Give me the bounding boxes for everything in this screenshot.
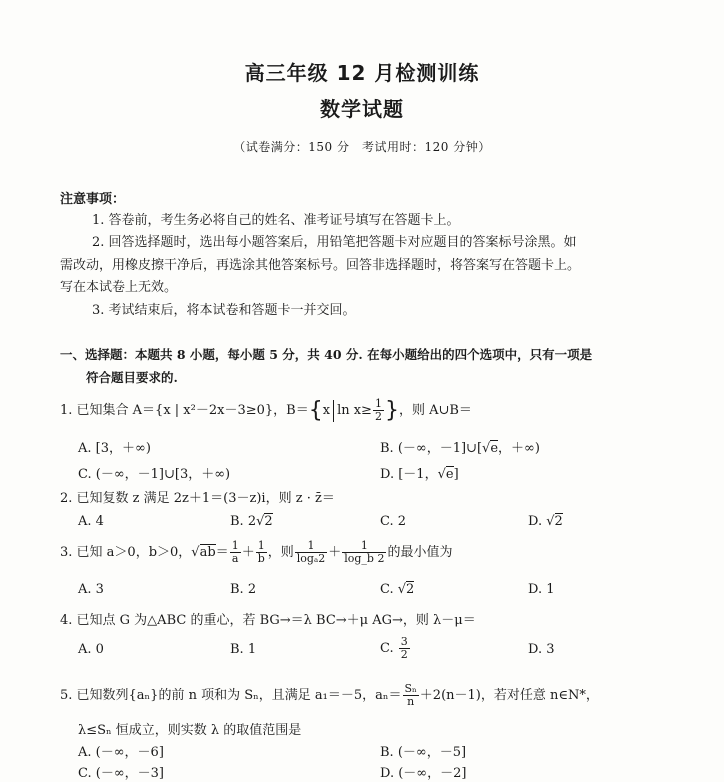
notice-item-1: 1. 答卷前，考生务必将自己的姓名、准考证号填写在答题卡上。 (92, 213, 460, 228)
q4-option-c: C. $\frac{3}{2}$ (380, 635, 408, 661)
question-3-stem: 3. 已知 a＞0，b＞0，√ab＝ $\frac{1}{a}$ ＋ $\frac{1}{b}$ ，则 $\frac{1}{\text{logₐ2}}$ ＋ $\frac{1}{\log\_b 2}$ 的最小值为 (60, 539, 453, 565)
q5-option-d: D. (－∞，－2] (380, 766, 467, 781)
q2-option-a: A. 4 (78, 514, 104, 529)
question-1-stem: 1. 已知集合 A＝{x | x²－2x－3≥0}，B＝{x ln x≥ $\frac{1}{2}$ }，则 A∪B＝ (60, 397, 472, 423)
q3-option-d: D. 1 (528, 582, 555, 597)
q2-option-d: D. √2 (528, 514, 563, 529)
exam-meta: （试卷满分：150 分 考试用时：120 分钟） (233, 140, 491, 154)
q4-option-b: B. 1 (230, 642, 257, 657)
q1-option-b: B. (－∞，－1]∪[√e，＋∞) (380, 441, 540, 456)
q3-option-c: C. √2 (380, 582, 415, 597)
q5-option-b: B. (－∞，－5] (380, 745, 467, 760)
section-1-heading-cont: 符合题目要求的. (86, 370, 178, 385)
q4-option-d: D. 3 (528, 642, 555, 657)
q3-option-b: B. 2 (230, 582, 257, 597)
q1-option-d: D. [－1，√e] (380, 467, 459, 482)
q5-option-c: C. (－∞，－3] (78, 766, 164, 781)
notice-item-2-line-3: 写在本试卷上无效。 (60, 280, 178, 295)
exam-title: 高三年级 12 月检测训练 (244, 61, 480, 85)
question-4-stem: 4. 已知点 G 为△ABC 的重心，若 BG→＝λ BC→＋μ AG→，则 λ－μ＝ (60, 613, 476, 628)
q3-option-a: A. 3 (78, 582, 104, 597)
question-5-stem: 5. 已知数列{aₙ}的前 n 项和为 Sₙ，且满足 a₁＝－5，aₙ＝ $\frac{\text{Sₙ}}{n}$ ＋2(n－1)，若对任意 n∈N*， (60, 682, 599, 708)
q1-option-a: A. [3，＋∞) (78, 441, 151, 456)
q2-option-c: C. 2 (380, 514, 407, 529)
notice-item-3: 3. 考试结束后，将本试卷和答题卡一并交回。 (92, 303, 356, 318)
q2-option-b: B. 2√2 (230, 514, 273, 529)
notice-item-2-line-2: 需改动，用橡皮擦干净后，再选涂其他答案标号。回答非选择题时，将答案写在答题卡上。 (60, 258, 581, 273)
q4-option-a: A. 0 (78, 642, 104, 657)
question-5-stem-cont: λ≤Sₙ 恒成立，则实数 λ 的取值范围是 (78, 723, 302, 738)
exam-subject: 数学试题 (320, 97, 404, 121)
question-2-stem: 2. 已知复数 z 满足 2z＋1＝(3－z)i，则 z · z̄＝ (60, 491, 335, 506)
notice-item-2-line-1: 2. 回答选择题时，选出每小题答案后，用铅笔把答题卡对应题目的答案标号涂黑。如 (92, 235, 577, 250)
q1-option-c: C. (－∞，－1]∪[3，＋∞) (78, 467, 231, 482)
notice-heading: 注意事项： (60, 192, 126, 207)
q5-option-a: A. (－∞，－6] (78, 745, 164, 760)
section-1-heading: 一、选择题：本题共 8 小题，每小题 5 分，共 40 分. 在每小题给出的四个选项中，只有一项是 (60, 347, 593, 362)
